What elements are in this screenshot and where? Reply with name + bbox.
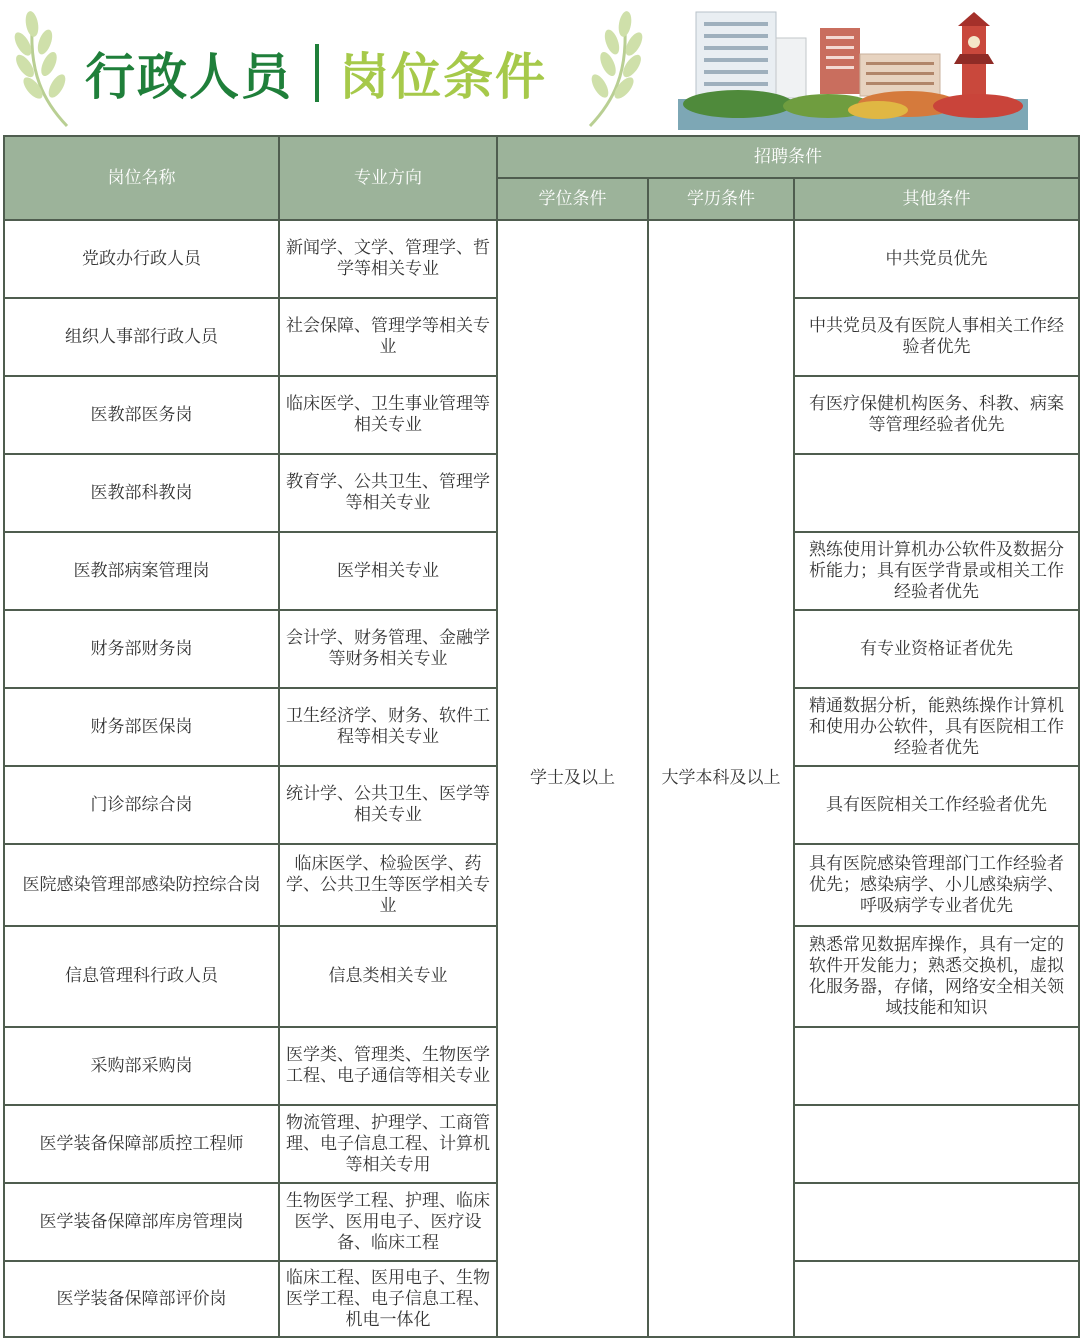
degree-cell-shared: 学士及以上 <box>497 220 648 1337</box>
major-cell: 临床医学、检验医学、药学、公共卫生等医学相关专业 <box>279 844 497 926</box>
position-cell: 信息管理科行政人员 <box>4 926 279 1027</box>
other-cell <box>794 1027 1079 1105</box>
major-cell: 医学类、管理类、生物医学工程、电子通信等相关专业 <box>279 1027 497 1105</box>
other-cell <box>794 1183 1079 1261</box>
header-other: 其他条件 <box>794 178 1079 220</box>
major-cell: 会计学、财务管理、金融学等财务相关专业 <box>279 610 497 688</box>
major-cell: 物流管理、护理学、工商管理、电子信息工程、计算机等相关专用 <box>279 1105 497 1183</box>
position-cell: 组织人事部行政人员 <box>4 298 279 376</box>
major-cell: 信息类相关专业 <box>279 926 497 1027</box>
position-cell: 医学装备保障部库房管理岗 <box>4 1183 279 1261</box>
other-cell: 精通数据分析，能熟练操作计算机和使用办公软件，具有医院相工作经验者优先 <box>794 688 1079 766</box>
position-cell: 门诊部综合岗 <box>4 766 279 844</box>
other-cell <box>794 1261 1079 1337</box>
other-cell: 有专业资格证者优先 <box>794 610 1079 688</box>
position-cell: 医教部病案管理岗 <box>4 532 279 610</box>
education-cell-shared: 大学本科及以上 <box>648 220 794 1337</box>
title-left: 行政人员 <box>85 48 293 106</box>
hospital-campus-illustration-icon <box>678 4 1028 130</box>
header-position: 岗位名称 <box>4 136 279 220</box>
position-cell: 采购部采购岗 <box>4 1027 279 1105</box>
title-divider <box>315 44 319 102</box>
major-cell: 临床工程、医用电子、生物医学工程、电子信息工程、机电一体化 <box>279 1261 497 1337</box>
position-cell: 党政办行政人员 <box>4 220 279 298</box>
other-cell <box>794 454 1079 532</box>
major-cell: 教育学、公共卫生、管理学等相关专业 <box>279 454 497 532</box>
header-education: 学历条件 <box>648 178 794 220</box>
page-header <box>0 0 1080 135</box>
position-cell: 财务部医保岗 <box>4 688 279 766</box>
major-cell: 生物医学工程、护理、临床医学、医用电子、医疗设备、临床工程 <box>279 1183 497 1261</box>
major-cell: 卫生经济学、财务、软件工程等相关专业 <box>279 688 497 766</box>
other-cell: 具有医院相关工作经验者优先 <box>794 766 1079 844</box>
major-cell: 医学相关专业 <box>279 532 497 610</box>
other-cell: 中共党员优先 <box>794 220 1079 298</box>
other-cell: 熟悉常见数据库操作，具有一定的软件开发能力；熟悉交换机，虚拟化服务器，存储，网络安全相关领域技能和知识 <box>794 926 1079 1027</box>
position-cell: 医教部科教岗 <box>4 454 279 532</box>
wheat-ornament-left-icon <box>5 8 90 130</box>
other-cell: 熟练使用计算机办公软件及数据分析能力；具有医学背景或相关工作经验者优先 <box>794 532 1079 610</box>
other-cell: 有医疗保健机构医务、科教、病案等管理经验者优先 <box>794 376 1079 454</box>
position-cell: 医学装备保障部质控工程师 <box>4 1105 279 1183</box>
other-cell: 中共党员及有医院人事相关工作经验者优先 <box>794 298 1079 376</box>
wheat-ornament-right-icon <box>568 8 653 130</box>
major-cell: 社会保障、管理学等相关专业 <box>279 298 497 376</box>
other-cell <box>794 1105 1079 1183</box>
header-major: 专业方向 <box>279 136 497 220</box>
table-row <box>4 220 1079 298</box>
header-recruit-conditions: 招聘条件 <box>497 136 1079 178</box>
position-cell: 医学装备保障部评价岗 <box>4 1261 279 1337</box>
header-degree: 学位条件 <box>497 178 648 220</box>
position-cell: 财务部财务岗 <box>4 610 279 688</box>
major-cell: 新闻学、文学、管理学、哲学等相关专业 <box>279 220 497 298</box>
page-title <box>85 38 547 108</box>
major-cell: 统计学、公共卫生、医学等相关专业 <box>279 766 497 844</box>
major-cell: 临床医学、卫生事业管理等相关专业 <box>279 376 497 454</box>
position-cell: 医教部医务岗 <box>4 376 279 454</box>
position-cell: 医院感染管理部感染防控综合岗 <box>4 844 279 926</box>
title-right: 岗位条件 <box>339 48 547 106</box>
other-cell: 具有医院感染管理部门工作经验者优先；感染病学、小儿感染病学、呼吸病学专业者优先 <box>794 844 1079 926</box>
recruitment-table <box>3 135 1080 1338</box>
